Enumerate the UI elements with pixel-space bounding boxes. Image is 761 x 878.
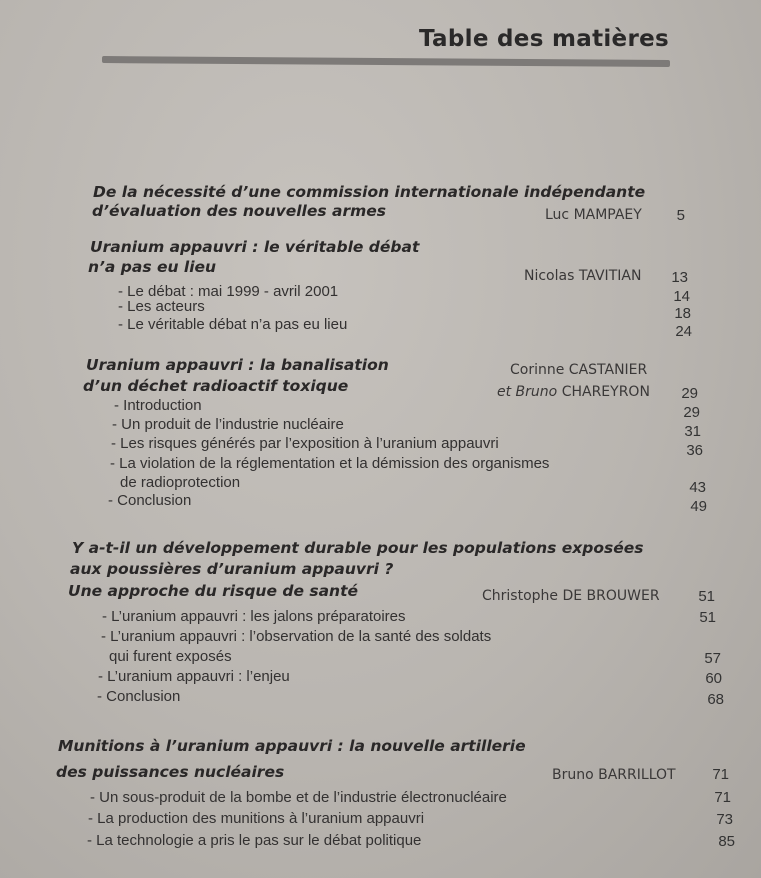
entry-4-sub-4-label: - Conclusion (97, 688, 181, 705)
entry-3-sub-3-label: - Les risques générés par l’exposition à l’uranium appauvri (111, 435, 499, 452)
entry-3-sub-4-label: - La violation de la réglementation et la démission des organismes (110, 455, 550, 472)
entry-4-title-line-3: Une approche du risque de santé (68, 582, 358, 600)
entry-4-sub-2-page: 57 (704, 650, 721, 667)
entry-1-author: Luc MAMPAEY (545, 207, 642, 223)
entry-3-author-prefix: et Bruno (497, 384, 558, 400)
entry-4-sub-3-page: 60 (705, 670, 722, 687)
entry-5-sub-2-page: 73 (716, 811, 733, 828)
entry-3-sub-3-page: 36 (686, 442, 703, 459)
entry-4-page: 51 (698, 588, 715, 605)
entry-4-sub-3-label: - L’uranium appauvri : l’enjeu (98, 668, 290, 685)
entry-2-page: 13 (671, 269, 688, 286)
entry-3-title-line-2: d’un déchet radioactif toxique (83, 377, 349, 395)
entry-2-sub-2-page: 18 (674, 305, 691, 322)
entry-5-title-line-1: Munitions à l’uranium appauvri : la nouvelle artillerie (58, 737, 526, 755)
entry-3-sub-5-page: 49 (690, 498, 707, 515)
entry-3-author-line-1: Corinne CASTANIER (510, 362, 648, 378)
title-underline (102, 56, 670, 67)
page-title: Table des matières (419, 26, 669, 52)
entry-1-title-line-1: De la nécessité d’une commission internationale indépendante (93, 183, 646, 201)
entry-3-sub-2-label: - Un produit de l’industrie nucléaire (112, 416, 344, 433)
entry-5-sub-1-page: 71 (714, 789, 731, 806)
entry-2-sub-1-page: 14 (673, 288, 690, 305)
entry-2-sub-3-page: 24 (675, 323, 692, 340)
entry-1-page: 5 (676, 207, 685, 224)
entry-3-sub-1-label: - Introduction (114, 397, 202, 414)
entry-5-sub-3-page: 85 (718, 833, 735, 850)
entry-2-title-line-2: n’a pas eu lieu (88, 258, 217, 276)
entry-3-sub-1-page: 29 (683, 404, 700, 421)
entry-4-sub-1-label: - L’uranium appauvri : les jalons préparatoires (102, 608, 406, 625)
entry-4-author: Christophe DE BROUWER (482, 588, 660, 604)
entry-3-sub-4-label-line-2: de radioprotection (120, 474, 241, 491)
entry-2-author: Nicolas TAVITIAN (524, 268, 642, 284)
entry-3-sub-4-page: 43 (689, 479, 706, 496)
entry-4-sub-1-page: 51 (699, 609, 716, 626)
entry-5-author: Bruno BARRILLOT (552, 767, 676, 783)
entry-4-sub-4-page: 68 (707, 691, 724, 708)
entry-5-sub-1-label: - Un sous-produit de la bombe et de l’industrie électronucléaire (90, 789, 507, 806)
entry-1-title-line-2: d’évaluation des nouvelles armes (92, 202, 386, 220)
entry-3-author-name: CHAREYRON (561, 384, 650, 400)
entry-2-sub-1-label: - Le débat : mai 1999 - avril 2001 (118, 283, 339, 300)
entry-4-sub-2-label: - L’uranium appauvri : l’observation de la santé des soldats (101, 628, 492, 645)
entry-5-sub-2-label: - La production des munitions à l’uranium appauvri (88, 810, 425, 827)
entry-3-author-line-2 (497, 384, 650, 400)
entry-5-sub-3-label: - La technologie a pris le pas sur le débat politique (87, 832, 422, 849)
entry-5-page: 71 (712, 766, 729, 783)
entry-4-sub-2-label-line-2: qui furent exposés (109, 648, 232, 665)
entry-5-title-line-2: des puissances nucléaires (56, 763, 285, 781)
entry-3-page: 29 (681, 385, 698, 402)
entry-4-title-line-2: aux poussières d’uranium appauvri ? (70, 560, 394, 578)
entry-3-sub-5-label: - Conclusion (108, 492, 192, 509)
entry-2-sub-3-label: - Le véritable débat n’a pas eu lieu (118, 316, 348, 333)
entry-3-sub-2-page: 31 (684, 423, 701, 440)
entry-2-sub-2-label: - Les acteurs (118, 298, 205, 315)
entry-4-title-line-1: Y a-t-il un développement durable pour les populations exposées (72, 539, 644, 557)
entry-3-title-line-1: Uranium appauvri : la banalisation (86, 356, 389, 374)
entry-2-title-line-1: Uranium appauvri : le véritable débat (90, 238, 420, 256)
